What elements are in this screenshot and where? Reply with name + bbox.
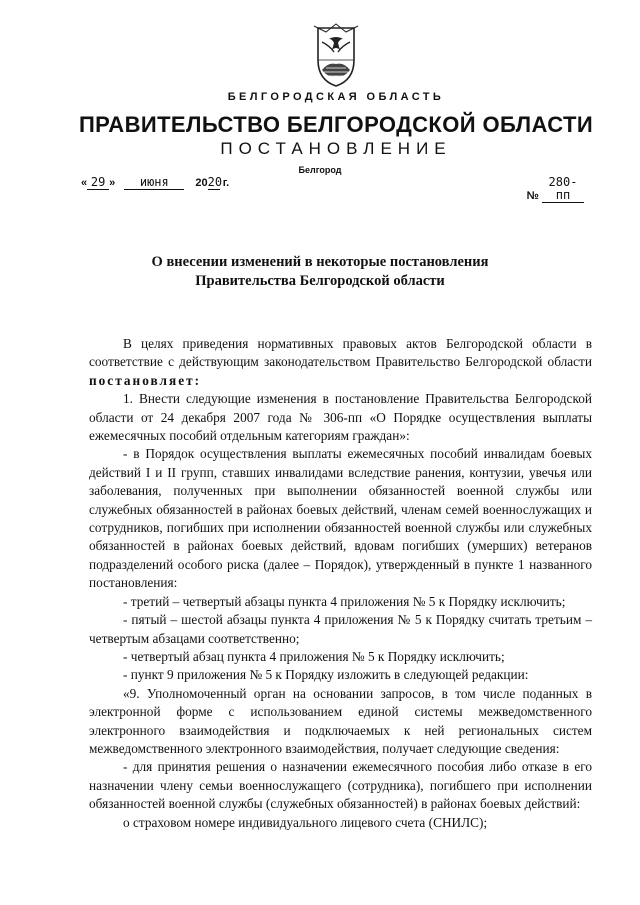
date-close-quote: » — [109, 177, 116, 189]
date-year-suffix: 20 — [207, 175, 223, 189]
date-day: 29 — [87, 176, 109, 190]
number-label: № — [526, 190, 539, 202]
document-body — [89, 335, 592, 832]
body-paragraph: - в Порядок осуществления выплаты ежемесячных пособий инвалидам боевых действий I и II групп, ставших инвалидами вследствие ранения, контузии, увечья или заболевания, полученных при выполнении обязанностей военной службы или служебных обязанностей в районах боевых действий, членам семей военнослужащих и сотрудников, погибших при исполнении обязанностей военной службы или служебных обязанностей в районах боевых действий, вдовам погибших (умерших) ветеранов подразделений особого риска (далее – Порядок), утвержденный в пункте 1 названного постановления: — [89, 446, 592, 591]
city-name: Белгород — [298, 165, 342, 175]
body-paragraph: - для принятия решения о назначении ежемесячного пособия либо отказе в его назначении члену семьи военнослужащего (сотрудника), погибшего при исполнении обязанностей военной службы (служебных обязанностей) в районах боевых действий: — [89, 759, 592, 812]
government-title: ПРАВИТЕЛЬСТВО БЕЛГОРОДСКОЙ ОБЛАСТИ — [78, 112, 594, 137]
date-open-quote: « — [81, 177, 88, 189]
document-date — [81, 176, 229, 190]
date-year-unit: г. — [222, 177, 230, 189]
number-value: 280-пп — [542, 176, 584, 203]
resolves-keyword: постановляет — [89, 372, 195, 388]
document-title-line: Правительства Белгородской области — [195, 273, 445, 289]
intro-text: В целях приведения нормативных правовых актов Белгородской области в соответствие с действующим законодательством Правительство Белгородской области — [89, 336, 592, 370]
region-name: БЕЛГОРОДСКАЯ ОБЛАСТЬ — [227, 91, 445, 103]
date-year-prefix: 20 — [195, 177, 208, 189]
body-paragraph: - третий – четвертый абзацы пункта 4 приложения № 5 к Порядку исключить; — [123, 593, 566, 609]
date-month: июня — [124, 176, 184, 190]
intro-paragraph — [89, 335, 592, 390]
intro-colon: : — [194, 372, 200, 388]
document-title-line: О внесении изменений в некоторые постановления — [151, 254, 489, 270]
document-title — [0, 253, 640, 291]
coat-of-arms-icon — [310, 22, 362, 88]
body-paragraph: - четвертый абзац пункта 4 приложения № 5 к Порядку исключить; — [123, 648, 505, 664]
body-paragraph: «9. Уполномоченный орган на основании запросов, в том числе поданных в электронной форме с использованием единой системы межведомственного электронного взаимодействия и подключаемых к ней региональных систем межведомственного электронного взаимодействия, получает следующие сведения: — [89, 685, 592, 756]
body-paragraph: 1. Внести следующие изменения в постановление Правительства Белгородской области от 24 декабря 2007 года № 306-пп «О Порядке осуществления выплаты ежемесячных пособий отдельным категориям граждан»: — [89, 391, 592, 444]
body-paragraph: - пункт 9 приложения № 5 к Порядку изложить в следующей редакции: — [123, 667, 529, 683]
body-paragraph: о страховом номере индивидуального лицевого счета (СНИЛС); — [123, 814, 488, 830]
body-paragraph: - пятый – шестой абзацы пункта 4 приложения № 5 к Порядку считать третьим – четвертым абзацами соответственно; — [89, 612, 592, 646]
document-type: ПОСТАНОВЛЕНИЕ — [220, 139, 452, 158]
document-number — [527, 176, 584, 203]
